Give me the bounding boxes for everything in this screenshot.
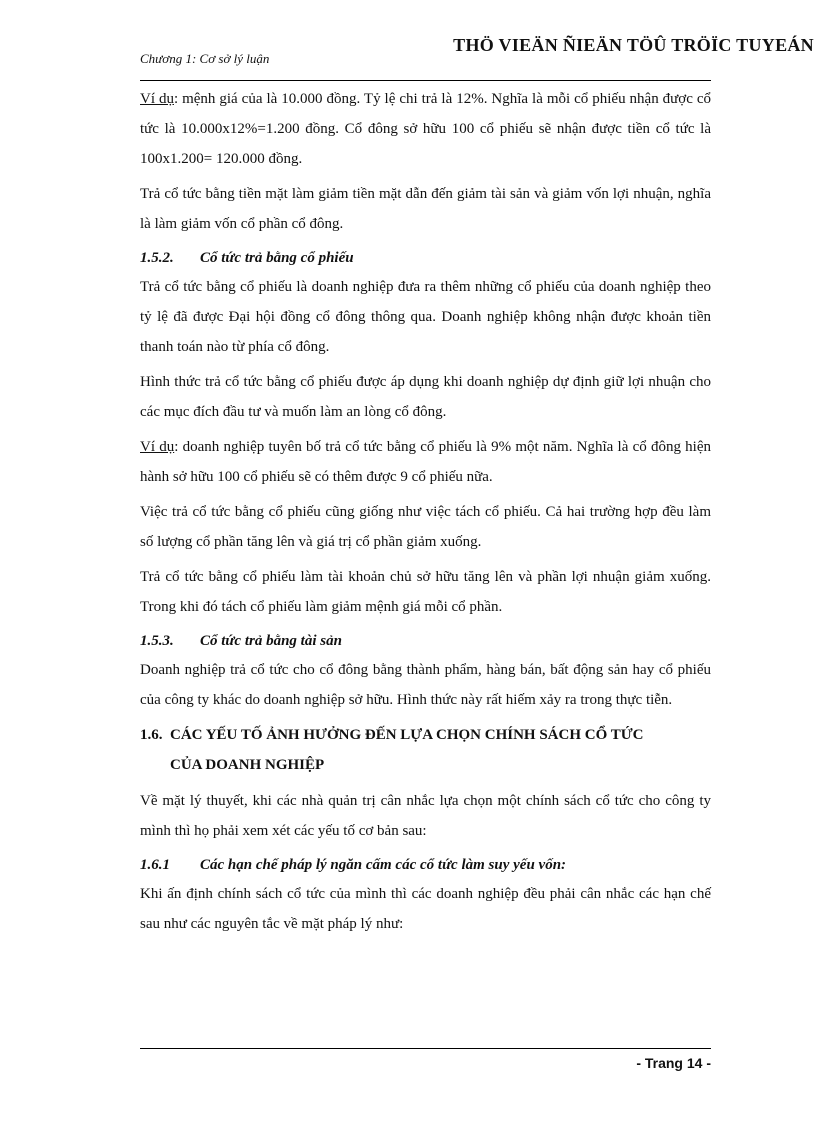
- section-number: 1.6.: [140, 727, 163, 743]
- paragraph: Về mặt lý thuyết, khi các nhà quản trị cân nhắc lựa chọn một chính sách cổ tức cho công ty mình thì họ phải xem xét các yếu tố cơ bản sau:: [140, 793, 711, 839]
- page-body: [140, 84, 711, 944]
- example-label: Ví dụ: [140, 91, 174, 107]
- paragraph: Trả cổ tức bằng cổ phiếu làm tài khoản chủ sở hữu tăng lên và phần lợi nhuận giảm xuống. Trong khi đó tách cổ phiếu làm giảm mệnh giá mỗi cổ phần.: [140, 569, 711, 615]
- page-number: - Trang 14 -: [636, 1055, 711, 1071]
- section-heading-1-5-3: [140, 627, 711, 655]
- paragraph: Hình thức trả cổ tức bằng cổ phiếu được áp dụng khi doanh nghiệp dự định giữ lợi nhuận cho các mục đích đầu tư và muốn làm an lòng cổ đông.: [140, 374, 711, 420]
- section-title-line-2: CỦA DOANH NGHIỆP: [170, 757, 325, 773]
- section-title: Cổ tức trả bằng tài sản: [200, 633, 342, 649]
- section-heading-1-6: [140, 720, 711, 780]
- paragraph: Trả cổ tức bằng tiền mặt làm giảm tiền mặt dẫn đến giảm tài sản và giảm vốn lợi nhuận, nghĩa là làm giảm vốn cổ phần cổ đông.: [140, 186, 711, 232]
- paragraph: Việc trả cổ tức bằng cổ phiếu cũng giống như việc tách cổ phiếu. Cả hai trường hợp đều làm số lượng cổ phần tăng lên và giá trị cổ phần giảm xuống.: [140, 504, 711, 550]
- section-title-line-1: CÁC YẾU TỐ ẢNH HƯỞNG ĐẾN LỰA CHỌN CHÍNH SÁCH CỔ TỨC: [170, 727, 644, 743]
- paragraph-example-2: [140, 432, 711, 492]
- library-watermark-header: THÖ VIEÄN ÑIEÄN TÖÛ TRÖÏC TUYEÁN: [453, 35, 814, 55]
- example-text: : mệnh giá của là 10.000 đồng. Tỷ lệ chi trả là 12%. Nghĩa là mỗi cổ phiếu nhận được cổ tức là 10.000x12%=1.200 đồng. Cổ đông sở hữu 100 cổ phiếu sẽ nhận được tiền cổ tức là 100x1.200= 120.000 đồng.: [140, 91, 711, 167]
- paragraph: Trả cổ tức bằng cổ phiếu là doanh nghiệp đưa ra thêm những cổ phiếu của doanh nghiệp theo tỷ lệ đã được Đại hội đồng cổ đông thông qua. Doanh nghiệp không nhận được khoản tiền thanh toán nào từ phía cổ đông.: [140, 279, 711, 355]
- section-number: 1.5.2.: [140, 250, 174, 266]
- section-title: Cổ tức trả bằng cổ phiếu: [200, 250, 354, 266]
- section-heading-1-5-2: [140, 244, 711, 272]
- section-number: 1.6.1: [140, 857, 170, 873]
- header-divider: [140, 80, 711, 81]
- paragraph: Doanh nghiệp trả cổ tức cho cổ đông bằng thành phẩm, hàng bán, bất động sản hay cổ phiếu của công ty khác do doanh nghiệp sở hữu. Hình thức này rất hiếm xảy ra trong thực tiễn.: [140, 662, 711, 708]
- example-label: Ví dụ: [140, 439, 175, 455]
- paragraph-example-1: [140, 84, 711, 174]
- footer-divider: [140, 1048, 711, 1049]
- section-heading-1-6-1: [140, 851, 711, 879]
- chapter-header: Chương 1: Cơ sở lý luận: [140, 51, 270, 66]
- section-title: Các hạn chế pháp lý ngăn cấm các cổ tức làm suy yếu vốn:: [200, 857, 567, 873]
- paragraph: Khi ấn định chính sách cổ tức của mình thì các doanh nghiệp đều phải cân nhắc các hạn chế sau như các nguyên tắc về mặt pháp lý như:: [140, 886, 711, 932]
- example-text: : doanh nghiệp tuyên bố trả cổ tức bằng cổ phiếu là 9% một năm. Nghĩa là cổ đông hiện hành sở hữu 100 cổ phiếu sẽ có thêm được 9 cổ phiếu nữa.: [140, 439, 712, 485]
- section-number: 1.5.3.: [140, 633, 174, 649]
